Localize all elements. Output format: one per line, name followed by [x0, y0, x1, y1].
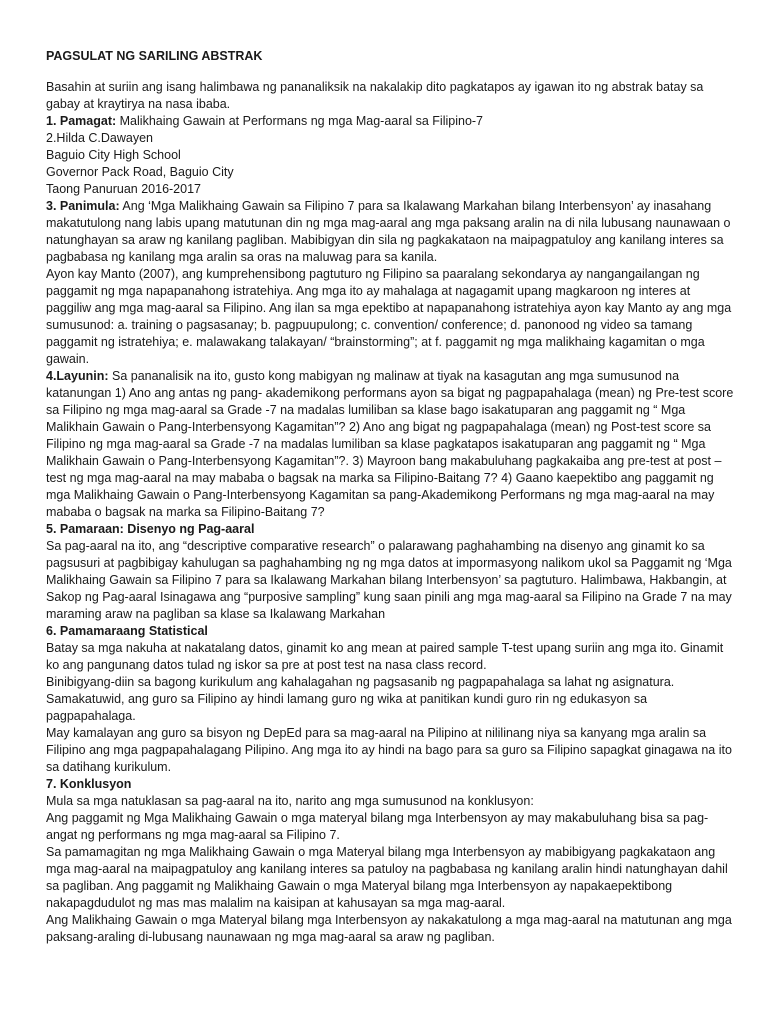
- pamaraan-paragraph: Sa pag-aaral na ito, ang “descriptive comparative research” o palarawang paghahambing na disenyo ang ginamit ko sa pagsusuri at pagbibigay kahulugan sa paghahambing ng ng mga datos at impormasyong nalikom ukol sa Paggamit ng ‘Mga Malikhaing Gawain sa Filipino 7 para sa Ikalawang Markahan bilang Interbensyon’ sa pagtuturo. Halimbawa, Hakbangin, at Sakop ng Pag-aaral Isinagawa ang “purposive sampling” kung saan pinili ang mga mag-aaral sa Filipino na Grade 7 na may maraming araw na pagliban sa klase sa Ikalawang Markahan: [46, 539, 732, 621]
- author-name: 2.Hilda C.Dawayen: [46, 131, 153, 145]
- intro-paragraph: Basahin at suriin ang isang halimbawa ng pananaliksik na nakalakip dito pagkatapos ay igawan ito ng abstrak batay sa gabay at kraytirya na nasa ibaba.: [46, 80, 704, 111]
- konklusyon-paragraph: Mula sa mga natuklasan sa pag-aaral na ito, narito ang mga sumusunod na konklusyon:: [46, 794, 534, 808]
- pamagat-label: 1. Pamagat:: [46, 114, 117, 128]
- pamaraan-heading: 5. Pamaraan: Disenyo ng Pag-aaral: [46, 522, 255, 536]
- pamagat-text: Malikhaing Gawain at Performans ng mga Mag-aaral sa Filipino-7: [116, 114, 484, 128]
- school-address: Governor Pack Road, Baguio City: [46, 165, 234, 179]
- statistical-paragraph: Binibigyang-diin sa bagong kurikulum ang kahalagahan ng pagsasanib ng pagpapahalaga sa lahat ng asignatura. Samakatuwid, ang guro sa Filipino ay hindi lamang guro ng wika at panitikan kundi guro rin ng edukasyon sa pagpapahalaga.: [46, 675, 675, 723]
- panimula-paragraph-2: Ayon kay Manto (2007), ang kumprehensibong pagtuturo ng Filipino sa paaralang sekondarya ay nangangailangan ng paggamit ng mga napapanahong istratehiya. Ang mga ito ay mahalaga at nagagamit upang magkaroon ng interes at paggiliw ang mga mag-aaral sa Filipino. Ang ilan sa mga epektibo at napapanahong istratehiya ayon kay Manto ay ang mga sumusunod: a. training o pagsasanay; b. pagpuupulong; c. convention/ conference; d. panonood ng video sa tamang paggamit ng istratehiya; e. malawakang talakayan/ “brainstorming”; at f. paggamit ng mga malikhaing kagamitan o mga gawain.: [46, 267, 732, 366]
- layunin-text: Sa pananalisik na ito, gusto kong mabigyan ng malinaw at tiyak na kasagutan ang mga sumusunod na katanungan 1) Ano ang antas ng pang- akademikong performans ayon sa bigat ng pagpapahalaga (mean) ng Pre-test score sa Filipino ng mga mag-aaral sa Grade -7 na madalas lumiliban sa klase bago isakatuparan ang paggamit ng “ Mga Malikhain Gawain o Pang-Interbensyong Kagamitan”? 2) Ano ang bigat ng pagpapahalaga (mean) ng Post-test score sa Filipino ng mga mag-aaral sa Grade -7 na madalas lumiliban sa klase pagkatapos isakatuparan ang paggamit ng “ Mga Malikhain Gawain o Pang-Interbensyong Kagamitan”?. 3) Mayroon bang makabuluhang pagkakaiba ang pre-test at post – test ng mga mag-aaral na may mababa o bagsak na marka sa Filipino-Baitang 7? 4) Gaano kaepektibo ang paggamit ng mga Malikhaing Gawain o Pang-Interbensyong Kagamitan sa pang-Akademikong Performans ng mga mag-aaral na may mababa o bagsak na marka sa Filipino-Baitang 7?: [46, 369, 734, 519]
- statistical-paragraph: Batay sa mga nakuha at nakatalang datos, ginamit ko ang mean at paired sample T-test upang suriin ang mga ito. Ginamit ko ang pangunang datos tulad ng iskor sa pre at post test na nasa class record.: [46, 641, 724, 672]
- school-name: Baguio City High School: [46, 148, 181, 162]
- konklusyon-paragraph: Ang paggamit ng Mga Malikhaing Gawain o mga materyal bilang mga Interbensyon ay may makabuluhang bisa sa pag-angat ng performans ng mga mag-aaral sa Filipino 7.: [46, 811, 709, 842]
- panimula-text: Ang ‘Mga Malikhaing Gawain sa Filipino 7 para sa Ikalawang Markahan bilang Interbensyon’ ay inasahang makatutulong nang labis upang matutunan din ng mga mag-aaral ang mga paksang aralin na di nila lubusang naunawaan o natunghayan sa araw ng kanilang pagliban. Mabibigyan din sila ng pagkakataon na maipagpatuloy ang kanilang interes sa pagbabasa ng kanilang mga aralin sa oras na maluwag para sa kanila.: [46, 199, 731, 264]
- konklusyon-paragraph: Sa pamamagitan ng mga Malikhaing Gawain o mga Materyal bilang mga Interbensyon ay mabibigyang pagkakataon ang mga mag-aaral na maipagpatuloy ang kanilang interes sa patuloy na pagbabasa ng kanilang aralin hindi natunghayan dahil sa pagliban. Ang paggamit ng Malikhaing Gawain o mga Materyal bilang mga Interbensyon ay napakaepektibong nakapagdudulot ng mas mas malalim na kaisipan at kahusayan sa mga mag-aaral.: [46, 845, 728, 910]
- school-year: Taong Panuruan 2016-2017: [46, 182, 201, 196]
- konklusyon-paragraph: Ang Malikhaing Gawain o mga Materyal bilang mga Interbensyon ay nakakatulong a mga mag-aaral na matutunan ang mga paksang-araling di-lubusang naunawaan ng mga mag-aaral sa araw ng pagliban.: [46, 913, 732, 944]
- statistical-heading: 6. Pamamaraang Statistical: [46, 624, 208, 638]
- panimula-label: 3. Panimula:: [46, 199, 120, 213]
- konklusyon-heading: 7. Konklusyon: [46, 777, 132, 791]
- layunin-label: 4.Layunin:: [46, 369, 109, 383]
- section-layunin: [46, 368, 734, 521]
- statistical-paragraph: May kamalayan ang guro sa bisyon ng DepEd para sa mag-aaral na Pilipino at nililinang niya sa kanyang mga aralin sa Filipino ang mga pagpapahalagang Pilipino. Ang mga ito ay hindi na bago para sa guro sa Filipino sapagkat ginagawa na ito sa datihang kurikulum.: [46, 726, 732, 774]
- document-title: PAGSULAT NG SARILING ABSTRAK: [46, 49, 263, 63]
- section-panimula: [46, 198, 734, 266]
- section-pamagat: [46, 113, 734, 130]
